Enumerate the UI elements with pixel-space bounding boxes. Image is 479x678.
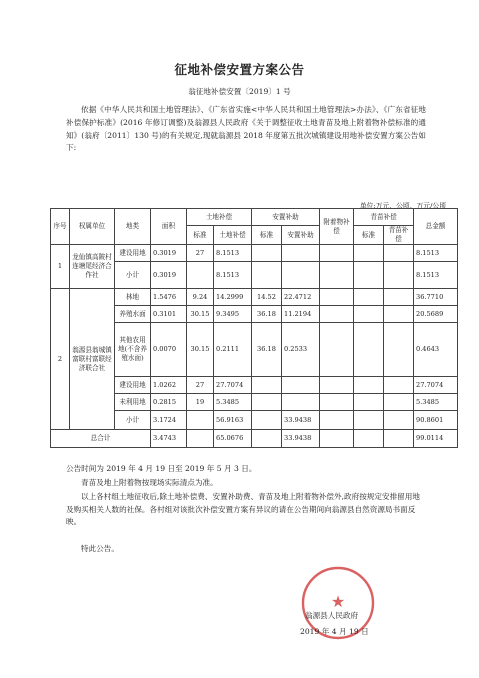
cell-total: 0.4643 bbox=[414, 323, 458, 377]
empty-cell bbox=[252, 430, 282, 448]
cell-cr-std bbox=[354, 262, 384, 289]
cell-type: 其他农用地(不含养殖水面) bbox=[115, 323, 151, 377]
cell-rs-amt: 0.2533 bbox=[282, 323, 320, 377]
cell-type: 林地 bbox=[115, 289, 151, 306]
group2-owner: 翁源县翁城镇富联村富联经济联合社 bbox=[70, 289, 115, 430]
cell-attach bbox=[320, 394, 354, 411]
cell-area: 1.5476 bbox=[151, 289, 187, 306]
header-total: 总金额 bbox=[414, 209, 458, 245]
table-row bbox=[51, 245, 458, 262]
cell-cr-amt bbox=[384, 245, 414, 262]
subheader-cr-amt: 青苗补偿 bbox=[384, 226, 414, 245]
cell-rs-std: 36.18 bbox=[252, 323, 282, 377]
cell-rs-std bbox=[252, 377, 282, 394]
cell-lc-std bbox=[187, 411, 214, 430]
cell-lc-std: 27 bbox=[187, 377, 214, 394]
cell-rs-std: 14.52 bbox=[252, 289, 282, 306]
cell-cr-amt bbox=[384, 289, 414, 306]
unit-note: 单位:万元、公顷、万元/公顷 bbox=[359, 202, 446, 210]
group1-seq: 1 bbox=[51, 245, 70, 289]
grand-total-rs: 33.9438 bbox=[282, 430, 320, 448]
page-title: 征地补偿安置方案公告 bbox=[174, 62, 305, 77]
cell-lc-amt: 9.3495 bbox=[214, 306, 252, 323]
cell-cr-std bbox=[354, 394, 384, 411]
cell-lc-amt: 27.7074 bbox=[214, 377, 252, 394]
cell-cr-amt bbox=[384, 306, 414, 323]
cell-area: 1.0262 bbox=[151, 377, 187, 394]
cell-rs-std: 36.18 bbox=[252, 306, 282, 323]
header-owner: 权属单位 bbox=[70, 209, 115, 245]
cell-total: 8.1513 bbox=[414, 245, 458, 262]
empty-cell bbox=[354, 430, 384, 448]
cell-rs-amt bbox=[282, 245, 320, 262]
cell-lc-std: 9.24 bbox=[187, 289, 214, 306]
cell-lc-amt: 8.1513 bbox=[214, 262, 252, 289]
signer-name: 翁源县人民政府 bbox=[305, 611, 359, 620]
cell-cr-amt bbox=[384, 394, 414, 411]
intro-paragraph: 依据《中华人民共和国土地管理法》、《广东省实施<中华人民共和国土地管理法>办法》、《广东省征地补偿保护标准》(2016 年修订调整)及翁源县人民政府《关于调整征收土地青苗及地上附着物补偿标准的通知》(翁府〔2011〕130 号)的有关规定,现就翁源县 2018 年度第五批次城镇建设用地补偿安置方案公告如下: bbox=[66, 105, 426, 153]
cell-attach bbox=[320, 289, 354, 306]
note-resettlement: 以上各村组土地征收后,除土地补偿费、安置补助费、青苗及地上附着物补偿外,政府按规定安排留用地及购买相关人数的社保。各村组对该批次补偿安置方案有异议的请在公告期间向翁源县自然资源局书面反映。 bbox=[66, 492, 420, 527]
grand-total-label: 总合计 bbox=[51, 430, 151, 448]
group1-owner: 龙仙镇高陂村连塘尾经济合作社 bbox=[70, 245, 115, 289]
cell-total: 36.7710 bbox=[414, 289, 458, 306]
cell-rs-amt: 22.4712 bbox=[282, 289, 320, 306]
header-seq: 序号 bbox=[51, 209, 70, 245]
cell-cr-std bbox=[354, 245, 384, 262]
cell-type: 小计 bbox=[115, 262, 151, 289]
document-number: 翁征地补偿安置〔2019〕1 号 bbox=[188, 87, 291, 96]
cell-attach bbox=[320, 323, 354, 377]
cell-lc-std bbox=[187, 262, 214, 289]
cell-rs-amt: 11.2194 bbox=[282, 306, 320, 323]
empty-cell bbox=[384, 430, 414, 448]
cell-area: 0.0070 bbox=[151, 323, 187, 377]
cell-rs-amt: 33.9438 bbox=[282, 411, 320, 430]
cell-cr-amt bbox=[384, 262, 414, 289]
cell-total: 5.3485 bbox=[414, 394, 458, 411]
cell-rs-amt bbox=[282, 262, 320, 289]
grand-total-area: 3.4743 bbox=[151, 430, 187, 448]
subheader-rs-std: 标准 bbox=[252, 226, 282, 245]
cell-type: 建设用地 bbox=[115, 377, 151, 394]
header-row bbox=[51, 209, 458, 226]
compensation-table bbox=[50, 208, 458, 448]
cell-total: 8.1513 bbox=[414, 262, 458, 289]
subheader-lc-amt: 土地补偿 bbox=[214, 226, 252, 245]
cell-attach bbox=[320, 411, 354, 430]
cell-cr-std bbox=[354, 289, 384, 306]
cell-cr-amt bbox=[384, 377, 414, 394]
cell-lc-std: 30.15 bbox=[187, 323, 214, 377]
cell-attach bbox=[320, 245, 354, 262]
grand-total-lc: 65.0676 bbox=[214, 430, 252, 448]
cell-rs-std bbox=[252, 262, 282, 289]
cell-lc-std: 19 bbox=[187, 394, 214, 411]
cell-lc-amt: 0.2111 bbox=[214, 323, 252, 377]
cell-cr-amt bbox=[384, 323, 414, 377]
cell-area: 0.3019 bbox=[151, 262, 187, 289]
header-area: 面积 bbox=[151, 209, 187, 245]
cell-attach bbox=[320, 306, 354, 323]
header-crop: 青苗补偿 bbox=[354, 209, 414, 226]
cell-rs-amt bbox=[282, 394, 320, 411]
sign-date: 2019 年 4 月 19 日 bbox=[300, 627, 369, 636]
cell-lc-amt: 14.2999 bbox=[214, 289, 252, 306]
grand-total-row bbox=[51, 430, 458, 448]
subheader-rs-amt: 安置补助 bbox=[282, 226, 320, 245]
cell-area: 0.3101 bbox=[151, 306, 187, 323]
cell-rs-std bbox=[252, 394, 282, 411]
cell-attach bbox=[320, 377, 354, 394]
cell-total: 90.8601 bbox=[414, 411, 458, 430]
group2-seq: 2 bbox=[51, 289, 70, 430]
cell-type: 养殖水面 bbox=[115, 306, 151, 323]
cell-total: 27.7074 bbox=[414, 377, 458, 394]
cell-rs-std bbox=[252, 411, 282, 430]
grand-total-amount: 99.0114 bbox=[414, 430, 458, 448]
cell-rs-std bbox=[252, 245, 282, 262]
note-crop-count: 青苗及地上附着物按现场实际清点为准。 bbox=[81, 478, 218, 487]
cell-rs-amt bbox=[282, 377, 320, 394]
subheader-cr-std: 标准 bbox=[354, 226, 384, 245]
cell-lc-std: 30.15 bbox=[187, 306, 214, 323]
header-attach: 附着物补偿 bbox=[320, 209, 354, 245]
cell-total: 20.5689 bbox=[414, 306, 458, 323]
cell-lc-amt: 56.9163 bbox=[214, 411, 252, 430]
table-row bbox=[51, 289, 458, 306]
cell-attach bbox=[320, 262, 354, 289]
empty-cell bbox=[187, 430, 214, 448]
cell-lc-amt: 8.1513 bbox=[214, 245, 252, 262]
cell-area: 3.1724 bbox=[151, 411, 187, 430]
header-land-type: 地类 bbox=[115, 209, 151, 245]
note-publish-period: 公告时间为 2019 年 4 月 19 日至 2019 年 5 月 3 日。 bbox=[66, 464, 257, 473]
cell-area: 0.3019 bbox=[151, 245, 187, 262]
cell-lc-amt: 5.3485 bbox=[214, 394, 252, 411]
svg-text:★: ★ bbox=[330, 592, 346, 611]
cell-type: 小计 bbox=[115, 411, 151, 430]
cell-type: 未利用地 bbox=[115, 394, 151, 411]
cell-cr-std bbox=[354, 411, 384, 430]
header-resettle: 安置补助 bbox=[252, 209, 320, 226]
empty-cell bbox=[320, 430, 354, 448]
note-closing: 特此公告。 bbox=[81, 544, 119, 553]
cell-cr-std bbox=[354, 306, 384, 323]
header-land-comp: 土地补偿 bbox=[187, 209, 252, 226]
subheader-lc-std: 标准 bbox=[187, 226, 214, 245]
cell-type: 建设用地 bbox=[115, 245, 151, 262]
cell-lc-std: 27 bbox=[187, 245, 214, 262]
cell-area: 0.2815 bbox=[151, 394, 187, 411]
cell-cr-std bbox=[354, 323, 384, 377]
cell-cr-amt bbox=[384, 411, 414, 430]
cell-cr-std bbox=[354, 377, 384, 394]
